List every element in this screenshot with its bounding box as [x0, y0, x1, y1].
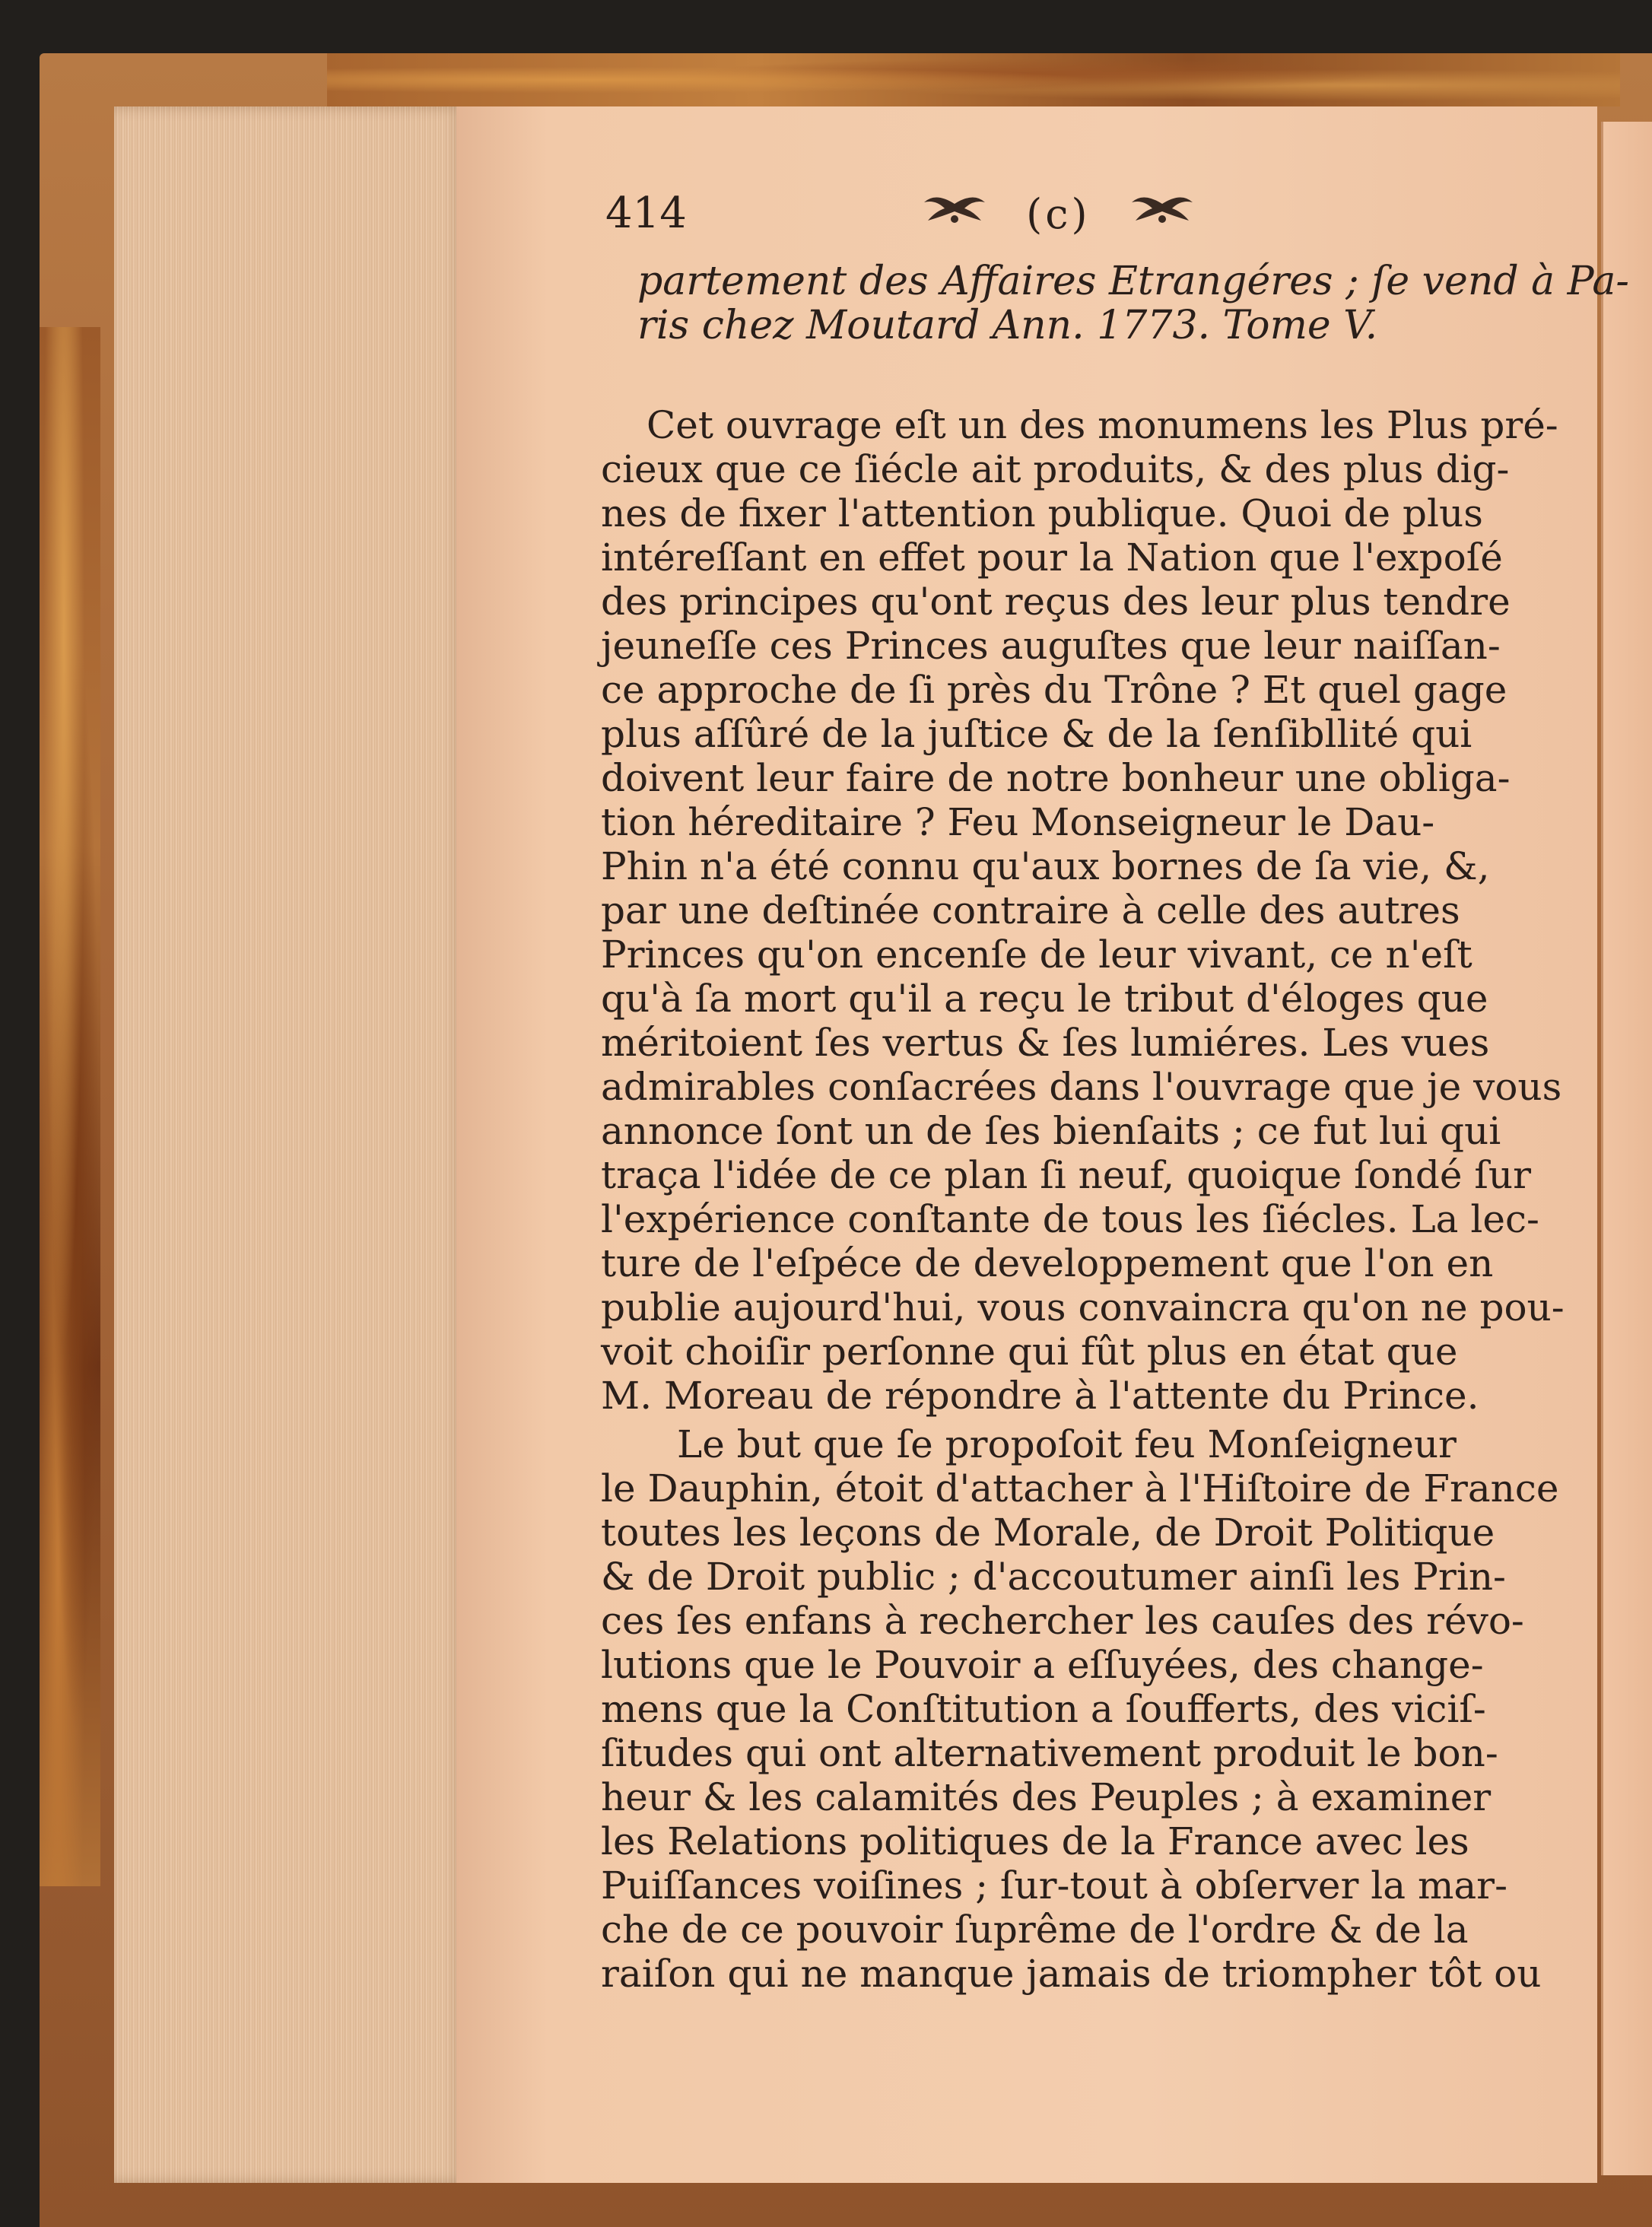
body-line: cieux que ce ſiécle ait produits, & des plus dig- — [601, 447, 1510, 491]
body-line: Le but que ſe propoſoit feu Monſeigneur — [677, 1422, 1457, 1466]
citation-line: partement des Affaires Etrangéres ; ſe vend à Pa- — [637, 259, 1629, 304]
body-line: le Dauphin, étoit d'attacher à l'Hiſtoire de France — [601, 1466, 1559, 1511]
body-line: ce approche de ſi près du Trône ? Et quel gage — [601, 668, 1507, 712]
body-line: qu'à ſa mort qu'il a reçu le tribut d'éloges que — [601, 977, 1488, 1021]
body-line: ces ſes enfans à rechercher les cauſes des révo- — [601, 1599, 1524, 1643]
fleuron-icon — [920, 189, 989, 237]
citation-line: ris chez Moutard Ann. 1773. Tome V. — [637, 303, 1378, 348]
cover-marbled-top — [327, 53, 1620, 106]
body-line: toutes les leçons de Morale, de Droit Politique — [601, 1511, 1495, 1555]
body-line: les Relations politiques de la France avec les — [601, 1819, 1469, 1863]
body-line: doivent leur faire de notre bonheur une obliga- — [601, 756, 1511, 800]
body-line: raiſon qui ne manque jamais de triompher tôt ou — [601, 1952, 1542, 1996]
body-line: lutions que le Pouvoir a eſſuyées, des change- — [601, 1643, 1484, 1687]
body-line: che de ce pouvoir ſuprême de l'ordre & de la — [601, 1908, 1469, 1952]
page-number: 414 — [605, 189, 687, 238]
header-center-text: (c) — [1026, 190, 1091, 238]
facing-page-edge — [1601, 122, 1652, 2175]
body-line: Phin n'a été connu qu'aux bornes de ſa vie, &, — [601, 844, 1490, 888]
body-line: l'expérience conſtante de tous les ſiécles. La lec- — [601, 1197, 1539, 1241]
body-line: traça l'idée de ce plan ſi neuf, quoique ſondé ſur — [601, 1153, 1531, 1197]
body-line: mens que la Conſtitution a ſoufferts, des viciſ- — [601, 1687, 1486, 1731]
cover-marbled-spine — [40, 327, 100, 1886]
body-line: voit choiſir perſonne qui fût plus en état que — [601, 1330, 1458, 1374]
body-line: intéreſſant en effet pour la Nation que l'expoſé — [601, 535, 1503, 580]
body-line: Cet ouvrage eſt un des monumens les Plus pré- — [647, 403, 1558, 447]
running-header — [920, 189, 1196, 242]
page-block-edge — [114, 106, 464, 2183]
body-line: ture de l'eſpéce de developpement que l'on en — [601, 1241, 1494, 1285]
body-line: admirables conſacrées dans l'ouvrage que je vous — [601, 1065, 1562, 1109]
body-line: des principes qu'ont reçus des leur plus tendre — [601, 580, 1511, 624]
body-line: nes de fixer l'attention publique. Quoi de plus — [601, 491, 1483, 535]
body-line: tion héreditaire ? Feu Monseigneur le Dau- — [601, 800, 1435, 844]
body-line: par une deſtinée contraire à celle des autres — [601, 888, 1460, 932]
body-line: heur & les calamités des Peuples ; à examiner — [601, 1775, 1492, 1819]
body-line: Princes qu'on encenſe de leur vivant, ce n'eſt — [601, 932, 1473, 977]
body-line: plus aſſûré de la juſtice & de la ſenſibllité qui — [601, 712, 1473, 756]
body-line: ſitudes qui ont alternativement produit le bon- — [601, 1731, 1498, 1775]
body-line: Puiſſances voiſines ; ſur-tout à obſerver la mar- — [601, 1863, 1507, 1908]
body-line: méritoient ſes vertus & ſes lumiéres. Les vues — [601, 1021, 1490, 1065]
body-line: jeuneſſe ces Princes auguſtes que leur naiſſan- — [601, 624, 1501, 668]
body-line: M. Moreau de répondre à l'attente du Prince. — [601, 1374, 1479, 1418]
body-line: & de Droit public ; d'accoutumer ainſi les Prin- — [601, 1555, 1506, 1599]
body-line: publie aujourd'hui, vous convaincra qu'on ne pou- — [601, 1285, 1565, 1330]
fleuron-icon — [1128, 189, 1196, 237]
body-line: annonce ſont un de ſes bienſaits ; ce fut lui qui — [601, 1109, 1501, 1153]
